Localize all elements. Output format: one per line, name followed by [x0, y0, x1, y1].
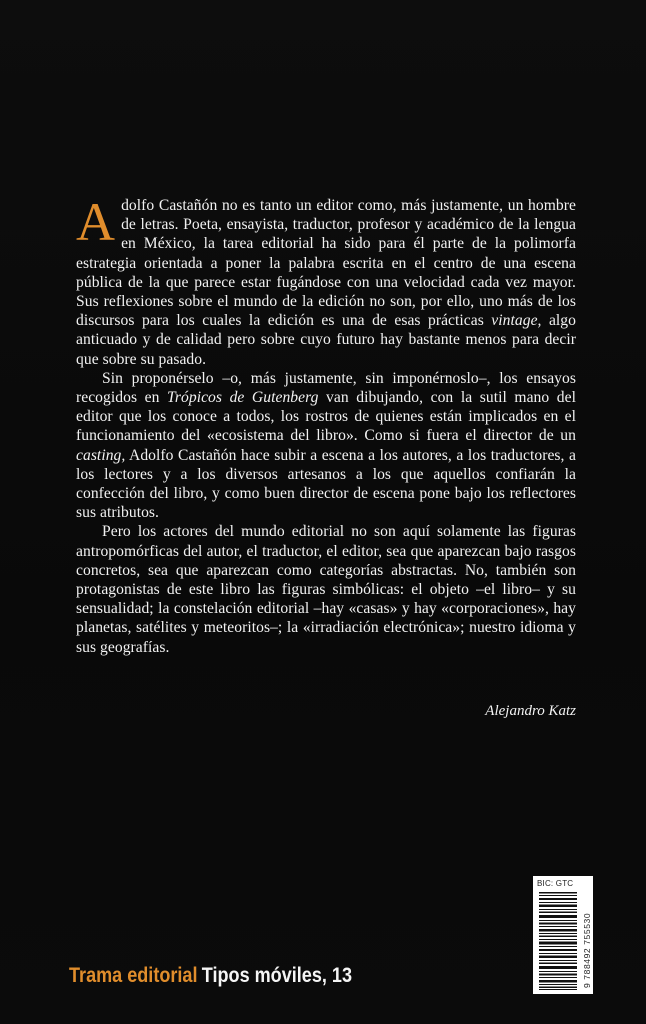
paragraph-2-end: Adolfo Castañón hace subir a escena a los autores, a los traductores, a los lectores y a los diversos artesanos a los que aquellos confiarán la confección del libro, y como buen director de escena pone bajo los reflectores sus atributos.: [76, 446, 576, 522]
blurb-paragraph-1: [76, 192, 576, 369]
series-name: Tipos móviles, 13: [201, 964, 353, 987]
blurb-paragraph-3: [76, 522, 576, 656]
paragraph-2-mid: van dibujando, con la sutil mano del editor que los conoce a todos, los rostros de quienes están implicados en el funcionamiento del «ecosistema del libro». Como si fuera el director de un: [76, 389, 576, 445]
paragraph-1-italic: vintage,: [491, 312, 542, 330]
paragraph-1-end: algo anticuado y de calidad pero sobre cuyo futuro hay bastante menos para decir que sobre su pasado.: [76, 312, 576, 368]
barcode-icon: [539, 892, 577, 990]
barcode-sticker: [533, 876, 593, 994]
paragraph-2-start: Sin proponérselo –o, más justamente, sin imponérnoslo–, los ensayos recogidos en: [76, 369, 576, 407]
bic-label: BIC: GTC: [537, 879, 574, 888]
casting-italic: casting,: [76, 446, 126, 464]
blurb-paragraph-2: [76, 369, 576, 523]
drop-cap: A: [76, 192, 116, 252]
paragraph-1-text: dolfo Castañón no es tanto un editor como, más justamente, un hombre de letras. Poeta, ensayista, traductor, profesor y académico de la lengua en México, la tarea editorial ha sido para él parte de la polimorfa estrategia orientada a poner la palabra escrita en el centro de una escena pública de la que parece estar fugándose con una velocidad cada vez mayor. Sus reflexiones sobre el mundo de la edición no son, por ello, uno más de los discursos para los cuales la edición es una de esas prácticas: [76, 197, 576, 330]
footer-imprint: [69, 964, 352, 988]
isbn-number: 9 788492 755530: [582, 912, 592, 988]
paragraph-3-text: Pero los actores del mundo editorial no son aquí solamente las figuras antropomórficas del autor, el traductor, el editor, sea que aparezcan bajo rasgos concretos, sea que aparezcan como categorías abstractas. No, también son protagonistas de este libro las figuras simbólicas: el objeto –el libro– y su sensualidad; la constelación editorial –hay «casas» y hay «corporaciones», hay planetas, satélites y meteoritos–; la «irradiación electrónica»; nuestro idioma y sus geografías.: [76, 523, 576, 656]
author-signature: Alejandro Katz: [485, 703, 576, 719]
blurb-text: [76, 192, 576, 657]
book-title-italic: Trópicos de Gutenberg: [167, 389, 319, 407]
publisher-name: Trama editorial: [69, 964, 198, 987]
